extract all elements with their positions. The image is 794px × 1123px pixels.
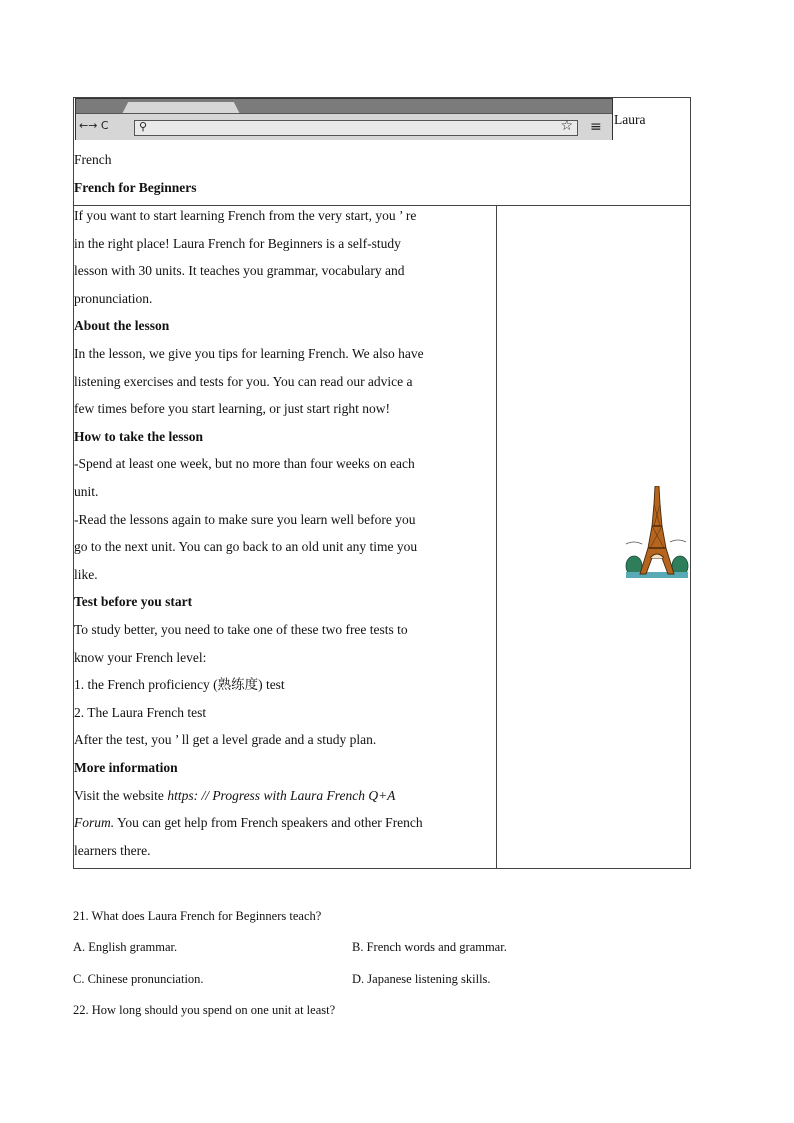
table-row-divider xyxy=(73,205,691,206)
search-icon: ⚲ xyxy=(139,120,148,133)
address-bar xyxy=(134,120,578,136)
test-line: After the test, you ’ ll get a level grade and a study plan. xyxy=(74,732,377,747)
about-line: few times before you start learning, or just start right now! xyxy=(74,401,391,416)
option-a: A. English grammar. xyxy=(73,940,178,954)
more-line-rest: You can get help from French speakers and other French xyxy=(114,815,423,830)
test-line: know your French level: xyxy=(74,650,207,665)
how-line: -Spend at least one week, but no more than four weeks on each xyxy=(74,456,415,471)
test-line: 2. The Laura French test xyxy=(74,705,207,720)
intro-line: pronunciation. xyxy=(74,291,153,306)
section-heading-test: Test before you start xyxy=(74,594,193,609)
about-line: listening exercises and tests for you. You can read our advice a xyxy=(74,374,413,389)
intro-line: If you want to start learning French from the very start, you ’ re xyxy=(74,208,417,223)
option-d: D. Japanese listening skills. xyxy=(352,972,491,986)
browser-toolbar xyxy=(76,113,612,140)
header-name-part2: French xyxy=(74,152,112,167)
website-link[interactable]: https: // Progress with Laura French Q+A xyxy=(167,788,396,803)
how-line: unit. xyxy=(74,484,99,499)
more-line xyxy=(74,787,395,805)
test-line: To study better, you need to take one of these two free tests to xyxy=(74,622,408,637)
browser-mockup xyxy=(75,98,613,140)
menu-icon: ≡ xyxy=(590,119,602,135)
table-column-divider xyxy=(496,205,497,869)
browser-nav-icons: ←→ C xyxy=(79,119,109,132)
question-21: 21. What does Laura French for Beginners teach? xyxy=(73,909,322,923)
test-line: 1. the French proficiency (熟练度) test xyxy=(74,677,285,692)
section-heading-how: How to take the lesson xyxy=(74,429,203,444)
more-line: learners there. xyxy=(74,843,151,858)
how-line: like. xyxy=(74,567,98,582)
website-link-end[interactable]: Forum. xyxy=(74,815,115,830)
page-title: French for Beginners xyxy=(74,180,197,195)
about-line: In the lesson, we give you tips for learning French. We also have xyxy=(74,346,424,361)
more-line xyxy=(74,814,423,832)
how-line: -Read the lessons again to make sure you learn well before you xyxy=(74,512,416,527)
eiffel-tower-icon xyxy=(624,486,690,580)
how-line: go to the next unit. You can go back to an old unit any time you xyxy=(74,539,418,554)
header-name-part1: Laura xyxy=(614,112,646,127)
option-b: B. French words and grammar. xyxy=(352,940,507,954)
option-c: C. Chinese pronunciation. xyxy=(73,972,204,986)
section-heading-more: More information xyxy=(74,760,178,775)
star-icon: ☆ xyxy=(560,118,573,134)
section-heading-about: About the lesson xyxy=(74,318,170,333)
more-line-prefix: Visit the website xyxy=(74,788,168,803)
intro-line: lesson with 30 units. It teaches you grammar, vocabulary and xyxy=(74,263,405,278)
intro-line: in the right place! Laura French for Beginners is a self-study xyxy=(74,236,401,251)
question-22: 22. How long should you spend on one unit at least? xyxy=(73,1003,336,1017)
